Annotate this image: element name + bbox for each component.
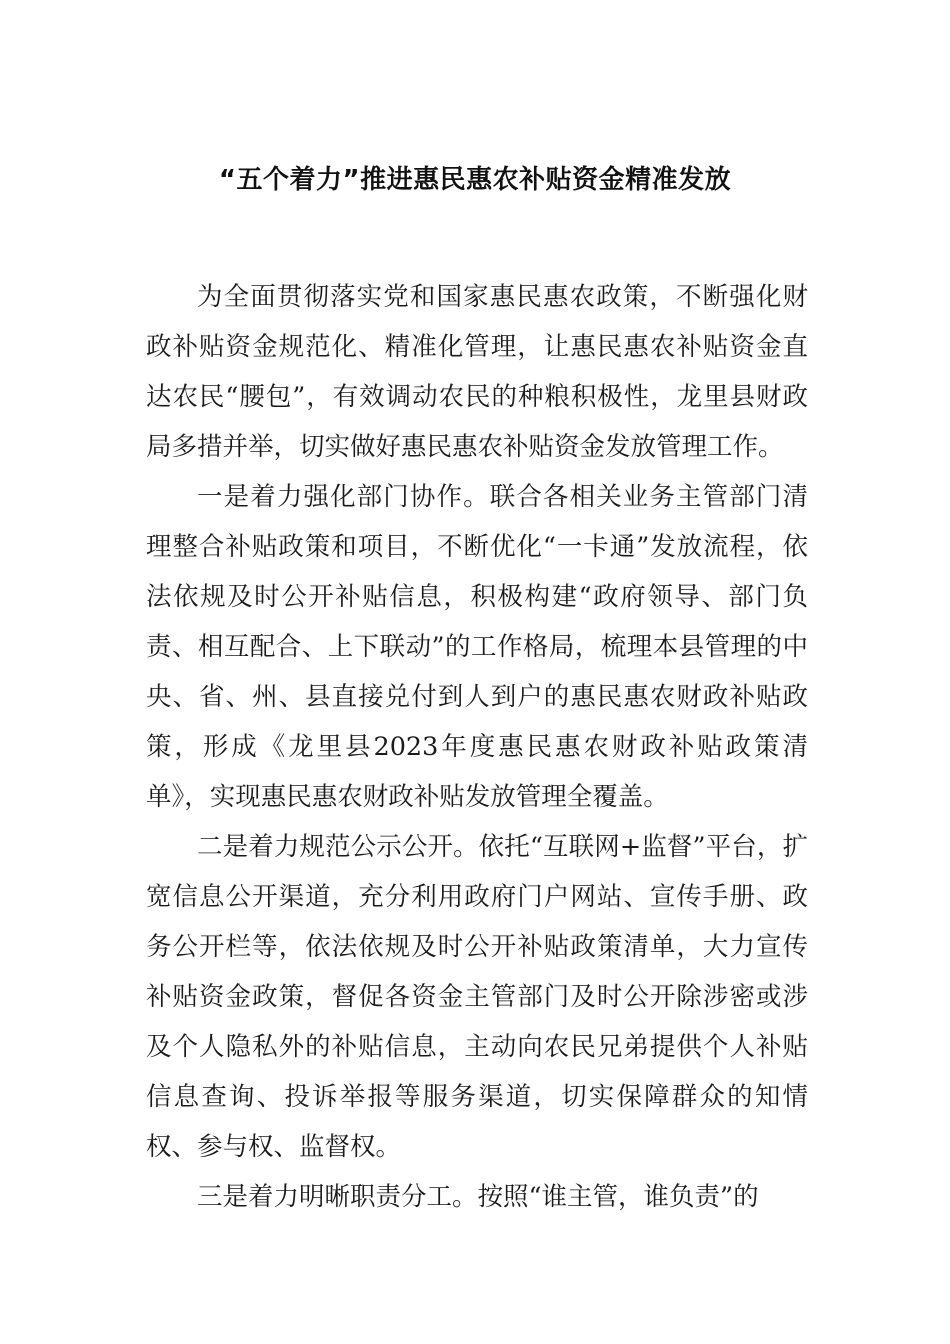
paragraph-intro: 为全面贯彻落实党和国家惠民惠农政策，不断强化财政补贴资金规范化、精准化管理，让惠民惠农补贴资金直达农民“腰包”，有效调动农民的种粮积极性，龙里县财政局多措并举，切实做好惠民惠农补贴资金发放管理工作。 xyxy=(146,282,808,462)
paragraph-point-three: 三是着力明晰职责分工。按照“谁主管，谁负责”的 xyxy=(197,1182,759,1212)
paragraph-point-one: 一是着力强化部门协作。联合各相关业务主管部门清理整合补贴政策和项目，不断优化“一卡通”发放流程，依法依规及时公开补贴信息，积极构建“政府领导、部门负责、相互配合、上下联动”的工作格局，梳理本县管理的中央、省、州、县直接兑付到人到户的惠民惠农财政补贴政策，形成《龙里县2023年度惠民惠农财政补贴政策清单》，实现惠民惠农财政补贴发放管理全覆盖。 xyxy=(146,482,808,812)
document-body xyxy=(146,272,808,1222)
document-title: “五个着力”推进惠民惠农补贴资金精准发放 xyxy=(218,165,732,195)
paragraph-point-two: 二是着力规范公示公开。依托“互联网+监督”平台，扩宽信息公开渠道，充分利用政府门户网站、宣传手册、政务公开栏等，依法依规及时公开补贴政策清单，大力宣传补贴资金政策，督促各资金主管部门及时公开除涉密或涉及个人隐私外的补贴信息，主动向农民兄弟提供个人补贴信息查询、投诉举报等服务渠道，切实保障群众的知情权、参与权、监督权。 xyxy=(146,832,808,1162)
